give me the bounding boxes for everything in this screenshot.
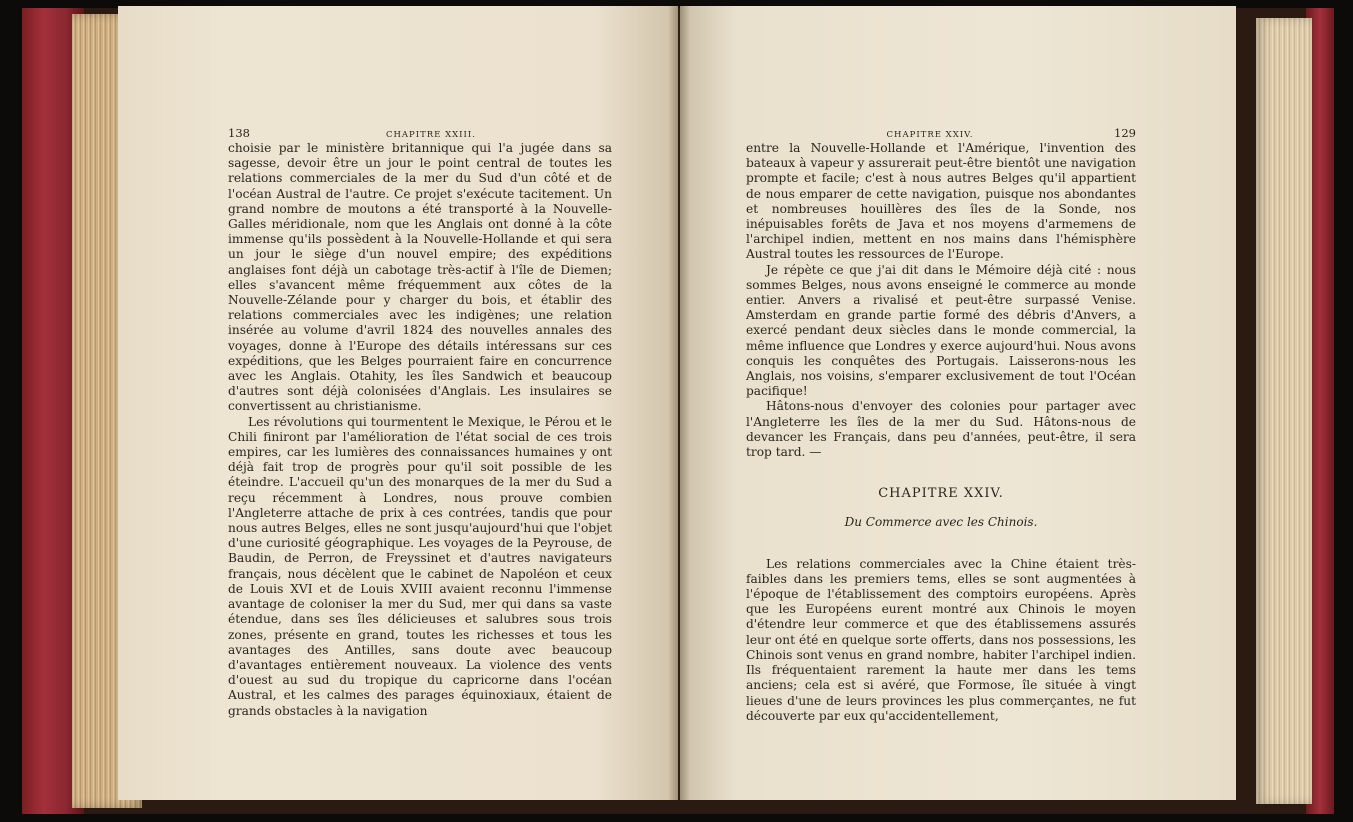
right-page bbox=[680, 6, 1236, 800]
left-paragraph-1: choisie par le ministère britannique qui l'a jugée dans sa sagesse, devoir être un jour le point central de toutes les relations commerciales de la mer du Sud d'un côté et de l'océan Austral de l'autre. Ce projet s'exécute tacitement. Un grand nombre de moutons a été transporté à la Nouvelle-Galles méridionale, nom que les Anglais ont donné à la côte immense qu'ils possèdent à la Nouvelle-Hollande et qui sera un jour le siège d'un nouvel empire; des expéditions anglaises font déjà un cabotage très-actif à l'île de Diemen; elles s'avancent même fréquemment aux côtes de la Nouvelle-Zélande pour y charger du bois, et établir des relations commerciales avec les indigènes; une relation insérée au volume d'avril 1824 des nouvelles annales des voyages, donne à l'Europe des détails intéressans sur ces expéditions, que les Belges pourraient faire en concurrence avec les Anglais. Otahity, les îles Sandwich et beaucoup d'autres sont déjà colonisées d'Anglais. Les insulaires se convertissent au christianisme. bbox=[228, 141, 612, 414]
right-paragraph-2: Je répète ce que j'ai dit dans le Mémoire déjà cité : nous sommes Belges, nous avons enseigné le commerce au monde entier. Anvers a rivalisé et peut-être surpassé Venise. Amsterdam en grande partie formé des débris d'Anvers, a exercé pendant deux siècles dans le monde commercial, la même influence que Londres y exerce aujourd'hui. Nous avons conquis les conquêtes des Portugais. Laisserons-nous les Anglais, nos voisins, s'emparer exclusivement de tout l'Océan pacifique! bbox=[746, 262, 1136, 399]
chapter-subtitle: Du Commerce avec les Chinois. bbox=[844, 515, 1038, 530]
left-running-title: CHAPITRE XXIII. bbox=[385, 130, 476, 140]
right-page-edges bbox=[1256, 18, 1312, 804]
left-paragraph-2: Les révolutions qui tourmentent le Mexique, le Pérou et le Chili finiront par l'amélioration de l'état social de ces trois empires, car les lumières des connaissances humaines y ont déjà fait trop de progrès pour qu'il soit possible de les éteindre. L'accueil qu'un des monarques de la mer du Sud a reçu récemment à Londres, nous prouve combien l'Angleterre attache de prix à ces contrées, tandis que pour nous autres Belges, elles ne sont jusqu'aujourd'hui que l'objet d'une curiosité géographique. Les voyages de la Peyrouse, de Baudin, de Perron, de Freyssinet et d'autres navigateurs français, nous décèlent que le cabinet de Napoléon et ceux de Louis XVI et de Louis XVIII avaient reconnu l'immense avantage de coloniser la mer du Sud, mer qui dans sa vaste étendue, dans ses îles délicieuses et salubres sous trois zones, présente en grand, toutes les richesses et tous les avantages des Antilles, sans doute avec beaucoup d'avantages entièrement nouveaux. La violence des vents d'ouest au sud du tropique du capricorne dans l'océan Austral, et les calmes des parages équinoxiaux, étaient de grands obstacles à la navigation bbox=[228, 414, 612, 718]
left-page bbox=[118, 6, 678, 800]
right-running-head bbox=[746, 126, 1136, 140]
right-paragraph-4: Les relations commerciales avec la Chine étaient très-faibles dans les premiers tems, elles se sont augmentées à l'époque de l'établissement des comptoirs européens. Après que les Européens eurent montré aux Chinois le moyen d'étendre leur commerce et que des établissemens assurés leur ont été en quelque sorte offerts, dans nos possessions, les Chinois sont venus en grand nombre, habiter l'archipel indien. Ils fréquentaient rarement la haute mer dans les tems anciens; cela est si avéré, que Formose, île située à vingt lieues d'une de leurs provinces les plus commerçantes, ne fut découverte par eux qu'accidentellement, bbox=[746, 556, 1136, 723]
book-gutter bbox=[668, 6, 690, 800]
right-page-number: 129 bbox=[1114, 126, 1136, 140]
right-text-block bbox=[746, 126, 1136, 724]
left-text-block bbox=[228, 126, 612, 719]
right-paragraph-3: Hâtons-nous d'envoyer des colonies pour partager avec l'Angleterre les îles de la mer du Sud. Hâtons-nous de devancer les Français, dans peu d'années, peut-être, il sera trop tard. — bbox=[746, 399, 1136, 460]
right-running-title: CHAPITRE XXIV. bbox=[886, 130, 974, 140]
chapter-title: CHAPITRE XXIV. bbox=[878, 486, 1004, 502]
left-running-head bbox=[228, 126, 612, 140]
left-page-number: 138 bbox=[228, 126, 250, 140]
right-paragraph-1: entre la Nouvelle-Hollande et l'Amérique, l'invention des bateaux à vapeur y assurerait peut-être bientôt une navigation prompte et facile; c'est à nous autres Belges qu'il appartient de nous emparer de cette navigation, puisque nos abondantes et nombreuses houillères des îles de la Sonde, nos inépuisables forêts de Java et nos moyens d'armemens de l'archipel indien, mettent en nos mains dans l'hémisphère Austral toutes les ressources de l'Europe. bbox=[746, 141, 1136, 262]
